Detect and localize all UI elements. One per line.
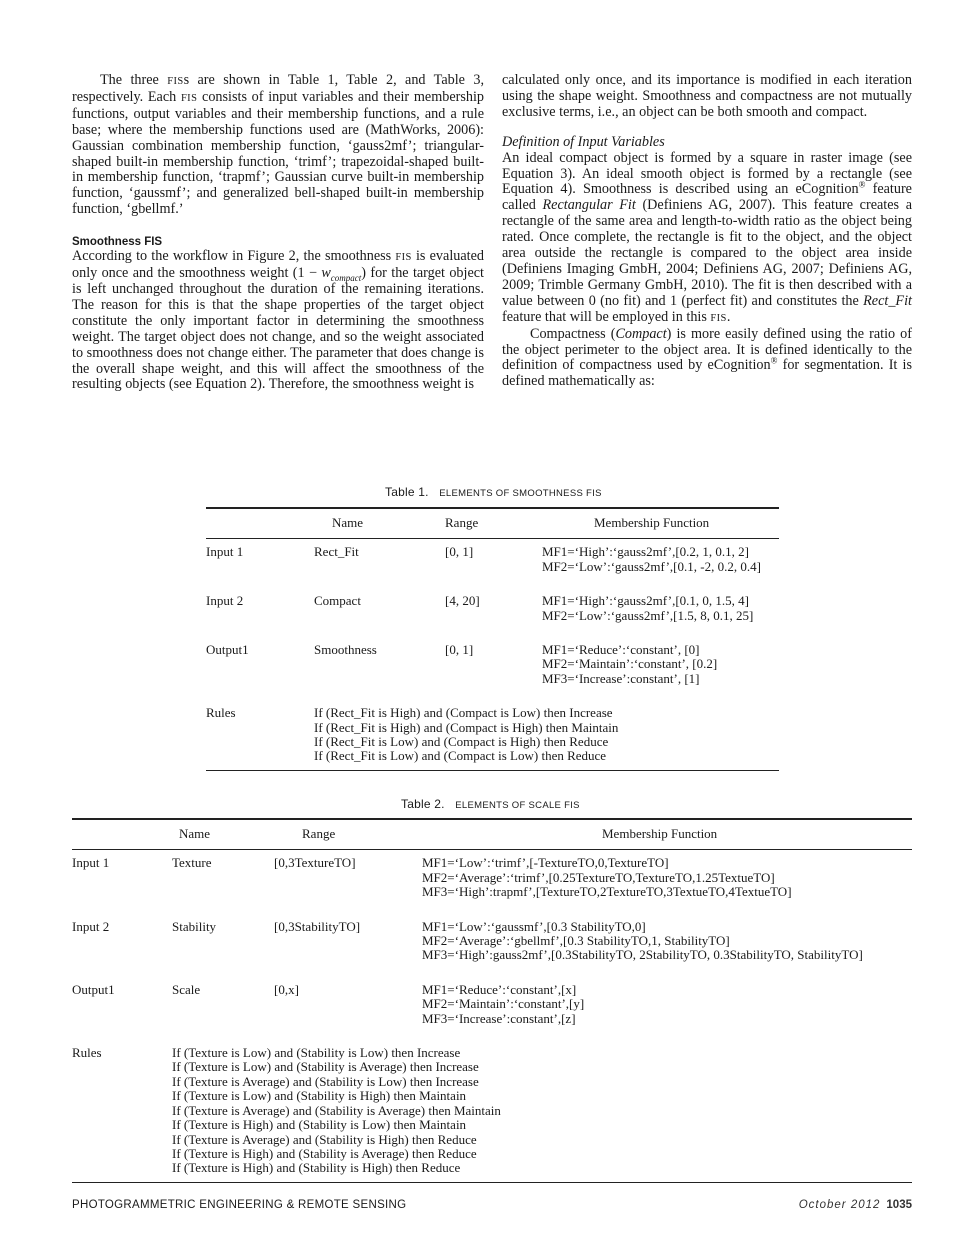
paragraph-smoothness: According to the workflow in Figure 2, the smoothness FIS is evaluated only once and the smoothness weight $(1 - w_{compact})$ for the target object is left unchanged throughout the duration of the remaining iterations. The reason for this is that the shape properties of the target object constitute the only important factor in determining the smoothness weight. The target object does not change, and so the weight associated to smoothness does not change either. The parameter that does change is the overall shape weight, and this will affect the smoothness of the resulting objects (see Equation 2). Therefore, the smoothness weight is (72, 248, 485, 393)
table2-header-range: Range (274, 819, 422, 850)
table1-header-blank (206, 508, 314, 539)
table2-header-name: Name (172, 819, 274, 850)
page-footer (799, 1199, 912, 1211)
table-row: Output1 Smoothness [0, 1] MF1=‘Reduce’:‘constant’, [0] MF2=‘Maintain’:‘constant’, [0.2] MF3=‘Increase’:constant’, [1] (206, 642, 718, 686)
section-heading-smoothness-fis: Smoothness FIS (72, 236, 163, 249)
table2 (72, 818, 912, 1183)
table2-header-row (72, 819, 912, 850)
table1-header-row (206, 508, 779, 539)
table-row-rules: Rules If (Texture is Low) and (Stability is Low) then Increase If (Texture is Low) and (Stability is Average) then Increase If (Texture is Average) and (Stability is Low) then Increase If (Texture is Low) and (Stability is High) then Maintain If (Texture is Average) and (Stability is Average) then Maintain If (Texture is High) and (Stability is Low) then Maintain If (Texture is Average) and (Stability is High) then Reduce If (Texture is High) and (Stability is Average) then Reduce If (Texture is High) and (Stability is High) then Reduce (72, 1040, 912, 1182)
table-row: Input 1 Rect_Fit [0, 1] MF1=‘High’:‘gauss2mf’,[0.2, 1, 0.1, 2] MF2=‘Low’:‘gauss2mf’,[0.1, -2, 0.2, 0.4] (206, 544, 761, 574)
paragraph-input-variables: An ideal compact object is formed by a square in raster image (see Equation 3). An ideal smooth object is formed by a rectangle (see Equation 4). Smoothness is described using an eCognition® feature called Rectangular Fit (Definiens AG, 2007). This feature creates a rectangle of the same area and length-to-width ratio as the object being rated. Once complete, the rectangle is fit to the object, and the object area outside the rectangle is compared to the object area inside (Definiens Imaging GmbH, 2004; Definiens AG, 2007; Definiens AG, 2009; Trimble Germany GmbH, 2010). The fit is then described with a value between 0 (no fit) and 1 (perfect fit) and constitutes the Rect_Fit feature that will be employed in this FIS. (502, 149, 912, 325)
table1-header-range: Range (445, 508, 542, 539)
table1-header-name: Name (314, 508, 445, 539)
table2-header-blank (72, 819, 172, 850)
table1-caption: Table 1. ELEMENTS OF SMOOTHNESS FIS (385, 485, 602, 499)
table2-header-mf: Membership Function (422, 819, 912, 850)
table-row-rules: Rules If (Rect_Fit is High) and (Compact is Low) then Increase If (Rect_Fit is High) and (Compact is High) then Maintain If (Rect_Fit is Low) and (Compact is High) then Reduce If (Rect_Fit is Low) and (Compact is Low) then Reduce (206, 700, 779, 770)
paragraph-continued: calculated only once, and its importance is modified in each iteration using the shape weight. Smoothness and compactness are not mutually exclusive terms, i.e., an object can be both smooth and compact. (502, 72, 912, 120)
table-row: Input 2 Compact [4, 20] MF1=‘High’:‘gauss2mf’,[0.1, 0, 1.5, 4] MF2=‘Low’:‘gauss2mf’,[1.5, 8, 0.1, 25] (206, 593, 754, 623)
table1 (206, 507, 779, 771)
page-number: 1035 (886, 1199, 912, 1211)
paragraph-compactness: Compactness (Compact) is more easily defined using the ratio of the object perimeter to the object area. It is defined identically to the definition of compactness used by eCognition® for segmentation. It is defined mathematically as: (502, 325, 912, 390)
right-column (502, 73, 912, 390)
table2-caption: Table 2. ELEMENTS OF SCALE FIS (401, 797, 580, 811)
issue-date: October 2012 (798, 1199, 881, 1211)
table-row: Input 2 Stability [0,3StabilityTO] MF1=‘Low’:‘gaussmf’,[0.3 StabilityTO,0] MF2=‘Average’:‘gbellmf’,[0.3 StabilityTO,1, StabilityTO] MF3=‘High’:gauss2mf’,[0.3StabilityTO, 2StabilityTO, 0.3StabilityTO, StabilityTO] (72, 918, 863, 963)
table1-header-mf: Membership Function (542, 508, 779, 539)
journal-name: PHOTOGRAMMETRIC ENGINEERING & REMOTE SENSING (72, 1199, 407, 1211)
table-row: Input 1 Texture [0,3TextureTO] MF1=‘Low’:‘trimf’,[-TextureTO,0,TextureTO] MF2=‘Average’:‘trimf’,[0.25TextureTO,TextureTO,1.25TextueTO] MF3=‘High’:trapmf’,[TextureTO,2TextureTO,3TextueTO,4TextueTO] (72, 855, 792, 900)
table-row: Output1 Scale [0,x] MF1=‘Reduce’:‘constant’,[x] MF2=‘Maintain’:‘constant’,[y] MF3=‘Increase’:constant’,[z] (72, 981, 585, 1026)
section-heading-input-variables: Definition of Input Variables (502, 133, 665, 150)
paragraph-fis-intro: The three FISs are shown in Table 1, Table 2, and Table 3, respectively. Each FIS consists of input variables and their membership functions, output variables and their membership functions, and a rule base; where the membership functions used are (MathWorks, 2006): Gaussian combination membership function, ‘gauss2mf’; triangular-shaped built-in membership function, ‘trimf’; trapezoidal-shaped built-in membership function, ‘trapmf’; Gaussian curve built-in membership function, ‘gaussmf’; and generalized bell-shaped built-in membership function, ‘gbellmf.’ (72, 72, 484, 218)
left-column (72, 73, 484, 393)
